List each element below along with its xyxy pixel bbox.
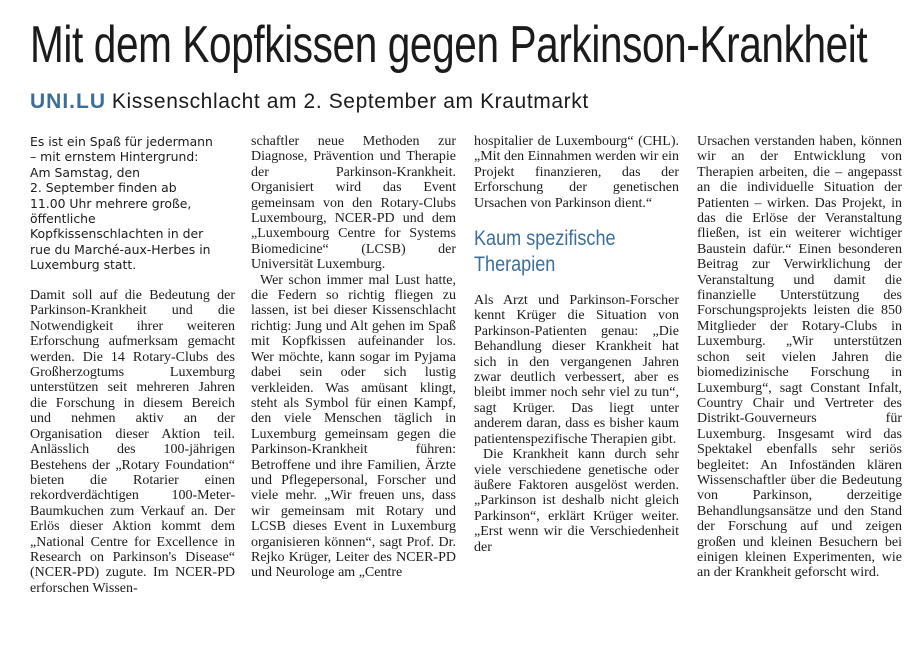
body-paragraph: Wer schon immer mal Lust hatte, die Federn so richtig fliegen zu lassen, ist bei dieser Kissenschlacht richtig: Jung und Alt gehen im Spaß mit Kopfkissen aufeinander los. Wer möchte, kann sogar im Pyjama dabei sein oder sich lustig verkleiden. Was amüsant klingt, steht als Symbol für einen Kampf, den viele Menschen täglich in Luxemburg gemeinsam gegen die Parkinson-Krankheit führen: Betroffene und ihre Familien, Ärzte und Pflegepersonal, Forscher und viele mehr. „Wir freuen uns, dass wir gemeinsam mit Rotary und LCSB dieses Event in Luxemburg organisieren können“, sagt Prof. Dr. Rejko Krüger, Leiter des NCER-PD und Neurologe am „Centre bbox=[251, 272, 456, 581]
body-paragraph: Die Krankheit kann durch sehr viele verschiedene genetische oder äußere Faktoren ausgelöst werden. „Parkinson ist deshalb nicht gleich Parkinson“, erklärt Krüger weiter. „Erst wenn wir die Verschiedenheit der bbox=[474, 447, 679, 555]
subheading: Kaum spezifische Therapien bbox=[474, 227, 616, 277]
subtitle: Kissenschlacht am 2. September am Krautmarkt bbox=[111, 90, 589, 113]
column-1 bbox=[30, 134, 235, 596]
subline bbox=[30, 88, 589, 116]
column-3 bbox=[474, 134, 679, 555]
body-paragraph: schaftler neue Methoden zur Diagnose, Prävention und Therapie der Parkinson-Krankheit. Organisiert wird das Event gemeinsam von den Rotary-Clubs Luxembourg, NCER-PD und dem „Luxembourg Centre for Systems Biomedicine“ (LCSB) der Universität Luxemburg. bbox=[251, 134, 456, 273]
column-4 bbox=[697, 134, 902, 581]
body-paragraph: Ursachen verstanden haben, können wir an der Entwicklung von Therapien arbeiten, die – angepasst an die individuelle Situation der Patienten – wirken. Das Projekt, in das die Erlöse der Veranstaltung fließen, ist ein weiterer wichtiger Baustein dafür.“ Einen besonderen Beitrag zur Verwirklichung der Veranstaltung und damit die finanzielle Unterstützung des Forschungsprojekts leisten die 850 Mitglieder der Rotary-Clubs in Luxemburg. „Wir unterstützen schon seit vielen Jahren die biomedizinische Forschung in Luxemburg“, sagt Constant Infalt, Country Chair und Vertreter des Distrikt-Gouverneurs für Luxemburg. Insgesamt wird das Spektakel ebenfalls sehr seriös begleitet: An Infoständen klären Wissenschaftler über die Bedeutung von Parkinson, derzeitige Behandlungsansätze und den Stand der Forschung auf und zeigen großen und kleinen Besuchern bei einigen kleinen Experimenten, wie an der Krankheit geforscht wird. bbox=[697, 134, 902, 581]
body-paragraph: hospitalier de Luxembourg“ (CHL). „Mit den Einnahmen werden wir ein Projekt finanzieren, das der Erforschung der genetischen Ursachen von Parkinson dient.“ bbox=[474, 134, 679, 211]
body-paragraph: Damit soll auf die Bedeutung der Parkinson-Krankheit und die Notwendigkeit ihrer weiteren Erforschung aufmerksam gemacht werden. Die 14 Rotary-Clubs des Großherzogtums Luxemburg unterstützen seit mehreren Jahren die Forschung in diesem Bereich und nehmen aktiv an der Organisation dieser Aktion teil. Anlässlich des 100-jährigen Bestehens der „Rotary Foundation“ bieten die Rotarier einen rekordverdächtigen 100-Meter-Baumkuchen zum Verkauf an. Der Erlös dieser Aktion kommt dem „National Centre for Excellence in Research on Parkinson's Disease“ (NCER-PD) zugute. Im NCER-PD erforschen Wissen- bbox=[30, 288, 235, 596]
body-paragraph: Als Arzt und Parkinson-Forscher kennt Krüger die Situation von Parkinson-Patienten genau: „Die Behandlung dieser Krankheit hat sich in den vergangenen Jahren zwar deutlich verbessert, aber es bleibt immer noch sehr viel zu tun“, sagt Krüger. Das liegt unter anderem daran, dass es bisher kaum patientenspezifische Therapien gibt. bbox=[474, 293, 679, 447]
kicker: UNI.LU bbox=[30, 90, 106, 113]
column-2 bbox=[251, 134, 456, 581]
lead-paragraph: Es ist ein Spaß für jedermann – mit ernstem Hintergrund: Am Samstag, den 2. September finden ab 11.00 Uhr mehrere große, öffentliche Kopfkissenschlachten in der rue du Marché-aux-Herbes in Luxemburg statt. bbox=[30, 134, 213, 273]
headline: Mit dem Kopfkissen gegen Parkinson-Krankheit bbox=[30, 16, 868, 74]
